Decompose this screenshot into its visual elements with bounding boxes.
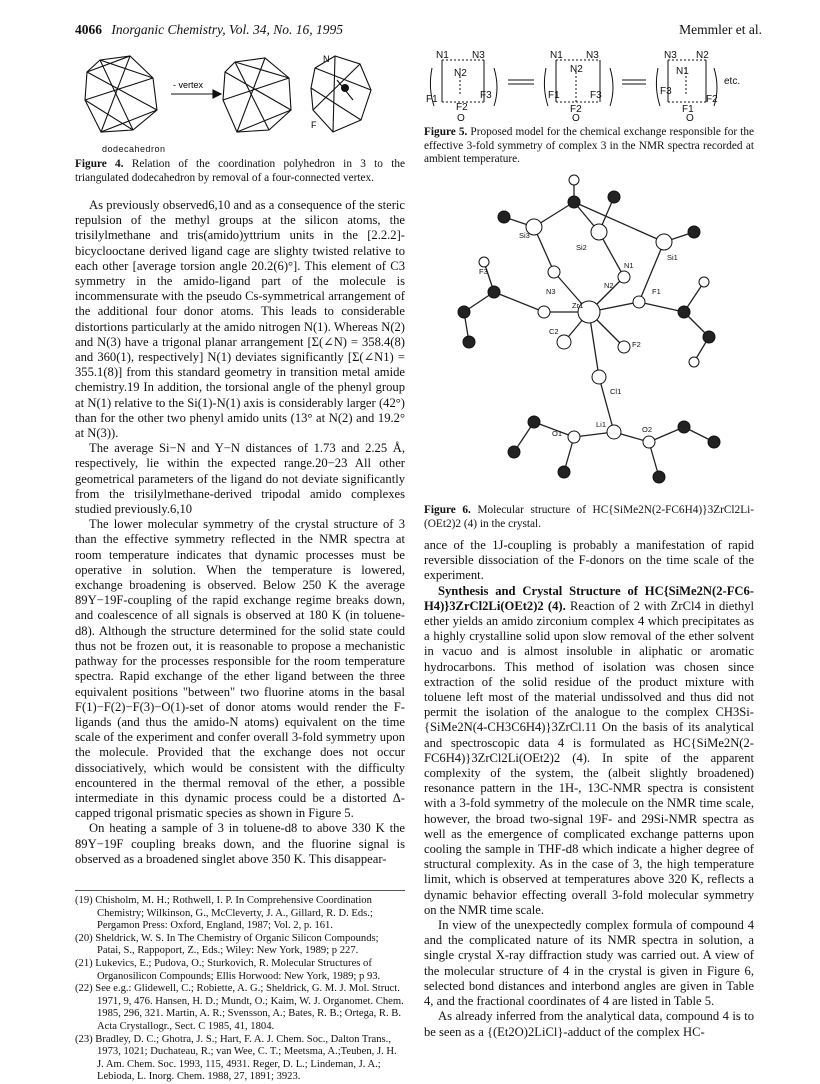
fig5b-label-f2: F2 [570,104,582,115]
atom-label-si2: Si2 [576,243,587,252]
figure-5-caption [424,126,754,167]
right-paragraph-2 [424,584,754,918]
fig5a-label-n2: N2 [454,68,467,79]
atom-label-f1: F1 [652,287,661,296]
dodecahedron-label: dodecahedron [102,144,166,154]
atom-label-f2: F2 [632,340,641,349]
figure-6-caption [424,504,754,531]
figure-5-caption-text: Proposed model for the chemical exchange responsible for the effective 3-fold symmetry of complex 3 in the NMR spectra recorded at ambient temperature. [424,126,755,166]
author-header: Memmler et al. [679,22,762,37]
journal-citation: Inorganic Chemistry, Vol. 34, No. 16, 1995 [111,22,343,37]
fig5c-label-n1: N1 [676,66,689,77]
figure-4-caption-text: Relation of the coordination polyhedron in 3 to the triangulated dodecahedron by removal of a four-connected vertex. [75,158,406,184]
figure-4-caption [75,158,405,185]
figure-5-drawing [424,46,754,122]
atom-label-li1: Li1 [596,420,607,429]
reference-21: (21) Lukevics, E.; Pudova, O.; Sturkovich, R. Molecular Structures of Organosilicon Compounds; Ellis Horwood: New York, 1989; p 93. [75,957,381,982]
figure-4-drawing [75,50,405,150]
figure-5-caption-label: Figure 5. [424,126,468,138]
fig5b-label-o: O [572,113,580,122]
atom-label-n3: N3 [546,287,556,296]
reference-20: (20) Sheldrick, W. S. In The Chemistry of Organic Silicon Compounds; Patai, S., Rappoport, Z., Eds.; Wiley: New York, 1989; p 227. [75,932,379,957]
fig5c-label-f1: F1 [682,104,694,115]
page-number: 4066 [75,22,102,37]
vertex-label: - vertex [173,80,204,90]
fig5c-label-o: O [686,113,694,122]
atom-label-f3: F3 [479,267,488,276]
atom-label-o1: O1 [552,429,563,438]
left-column [75,198,405,867]
fig5a-label-f2: F2 [456,102,468,113]
left-paragraph-2: The average Si−N and Y−N distances of 1.73 and 2.25 Å, respectively, lie within the expected range.20−23 All other geometrical parameters of the ligand do not deviate significantly from the trisilylmethane-derived tripodal amido complexes studied previously.6,10 [75,441,405,517]
running-header [75,22,762,42]
right-paragraph-1: ance of the 1J-coupling is probably a manifestation of rapid reversible dissociation of the F-donors on the time scale of the experiment. [424,538,754,583]
figure-5 [424,46,754,122]
fig5c-label-n3: N3 [664,50,677,61]
figure-4 [75,50,405,150]
right-column [424,538,754,1040]
fig5a-label-n1: N1 [436,50,449,61]
fig5a-label-f1: F1 [426,94,438,105]
figure-5-etc: etc. [724,76,741,87]
fig5b-label-n1: N1 [550,50,563,61]
fig5b-label-f1: F1 [548,90,560,101]
figure-4-caption-label: Figure 4. [75,158,124,170]
atom-label-n2: N2 [604,281,614,290]
figure-4-n-label: N [323,54,330,64]
figure-6 [424,172,754,492]
fig5c-label-n2: N2 [696,50,709,61]
left-paragraph-1: As previously observed6,10 and as a consequence of the steric repulsion of the methyl groups at the silicon atoms, the trisilylmethane and tris(amido)yttrium units in the [2.2.2]-bicyclooctane derived ligand cage are slighty twisted relative to each other [average torsion angle 20.2(6)°]. This element of C3 symmetry in the amido-ligand part of the molecule is incommensurate with the pseudo Cs-symmetrical arrangement of the additional four donor atoms. This leads to considerable distortions particularly at the amido nitrogen N(1). Whereas N(2) and N(3) have a trigonal planar arrangement [Σ(∠N) = 358.4(8) and 360(1), respectively] N(1) deviates significantly [Σ(∠N1) = 355.1(8)] from this standard geometry in transition metal amide chemistry.19 In addition, the torsional angle of the phenyl group at N(1) relative to the Si(1)-N(1) axis is considerably larger (42°) than for the other two phenyl amido units (13° at N(2) and 19.2° at N(3)). [75,198,405,441]
footnote-rule [75,890,405,891]
right-paragraph-3: In view of the unexpectedly complex formula of compound 4 and the complicated nature of its NMR spectra in solution, a single crystal X-ray diffraction study was carried out. A view of the molecular structure of 4 in the crystal is given in Figure 6, selected bond distances and interbond angles are given in Table 4, and the fractional coordinates of 4 are listed in Table 5. [424,918,754,1009]
fig5b-label-f3: F3 [590,90,602,101]
right-paragraph-4: As already inferred from the analytical data, compound 4 is to be seen as a {(Et2O)2LiCl}-adduct of the complex HC- [424,1009,754,1039]
reference-19: (19) Chisholm, M. H.; Rothwell, I. P. In Comprehensive Coordination Chemistry; Wilkinson, G., McCleverty, J. A., Gillard, R. D. Eds.; Pergamon Press: Oxford, England, 1987; Vol. 2, p. 161. [75,895,373,932]
figure-4-f-label: F [311,120,317,130]
fig5c-label-f3: F3 [660,86,672,97]
atom-label-zr1: Zr1 [572,301,584,310]
right-paragraph-2-text: Reaction of 2 with ZrCl4 in diethyl ether yields an amido zirconium complex 4 which precipitates as a highly crystalline solid upon slow removal of the ether solvent in vacuo and is almost insoluble in aliphatic or aromatic hydrocarbons. This method of isolation was chosen since extraction of the solid residue of the product mixture with toluene left most of the material undissolved and thus did not permit the isolation of the analogue to the complex CH3Si-{SiMe2N(4-CH3C6H4)}3ZrCl.11 On the basis of its analytical and spectroscopic data 4 is formulated as HC{SiMe2N(2-FC6H4)}3ZrCl2Li(OEt2)2 (4). In spite of the apparent complexity of the system, the (albeit slightly broadened) resonance pattern in the 1H-, 13C-NMR spectra is consistent with a 3-fold symmetry of the molecule on the NMR time scale, however, the broad two-signal 19F- and 29Si-NMR spectra as well as the emergence of complicated exchange patterns upon cooling the sample in THF-d8 which indicate a higher degree of structural complexity. As in the case of 3, the high temperature limit, which is observed at temperatures above 320 K, reflects a dynamic behavior effecting overall 3-fold molecular symmetry on the NMR time scale. [424,598,754,917]
figure-6-drawing [424,172,754,492]
references [75,884,405,1084]
fig5a-label-f3: F3 [480,90,492,101]
fig5a-label-o: O [457,113,465,122]
left-paragraph-3: The lower molecular symmetry of the crystal structure of 3 than the effective symmetry reflected in the NMR spectra at room temperature indicates that dynamic processes must be operative in solution. When the temperature is lowered, exchange broadening is observed. Below 250 K the average 89Y−19F-coupling of the rapid exchange regime breaks down, and coalescence of all signals is observed at 180 K (in toluene-d8). Although the structure determined for the solid state could thus not be frozen out, it is reasonable to propose a mechanistic pathway for the processes responsible for the room temperature spectra. Rapid exchange of the ether ligand between the three equivalent positions "between" two fluorine atoms in the basal F(1)−F(2)−F(3)−O(1)-set of donor atoms would render the F-ligands (and thus the amido-N atoms) equivalent on the time scale of the experiment and confer overall 3-fold symmetry upon the molecule. Provided that the exchange does not occur dissociatively, which would be consistent with the difficulty encountered in the thermal removal of the ether, a possible intermediate in this dynamic process could be a distorted Δ-capped trigonal prismatic species as shown in Figure 5. [75,517,405,821]
reference-23: (23) Bradley, D. C.; Ghotra, J. S.; Hart, F. A. J. Chem. Soc., Dalton Trans., 1973, 1021; Duchateau, R.; van Wee, C. T.; Meetsma, A.;Teuben, J. H. J. Am. Chem. Soc. 1993, 115, 4931. Reger, D. L.; Lindeman, J. A.; Lebioda, L. Inorg. Chem. 1988, 27, 1891; 3923. [75,1033,397,1083]
atom-label-si1: Si1 [667,253,678,262]
atom-label-c2: C2 [549,327,559,336]
section-heading: Synthesis and Crystal Structure of HC{SiMe2N(2-FC6-H4)}3ZrCl2Li(OEt2)2 (4). [424,583,754,613]
fig5a-label-n3: N3 [472,50,485,61]
fig5b-label-n2: N2 [570,64,583,75]
atom-label-n1: N1 [624,261,634,270]
atom-label-cl1: Cl1 [610,387,622,396]
figure-6-caption-text: Molecular structure of HC{SiMe2N(2-FC6H4)}3ZrCl2Li-(OEt2)2 (4) in the crystal. [424,504,755,530]
figure-6-caption-label: Figure 6. [424,504,471,516]
reference-22: (22) See e.g.: Glidewell, C.; Robiette, A. G.; Sheldrick, G. M. J. Mol. Struct. 1971, 9, 476. Hansen, H. D.; Mundt, O.; Kaim, W. J. Organomet. Chem. 1985, 296, 321. Martin, A. R.; Svensson, A.; Bates, R. B.; Ortega, R. B. Acta Crystallogr., Sect. C 1985, 41, 1804. [75,983,404,1032]
fig5c-label-f2: F2 [706,94,718,105]
fig5b-label-n3: N3 [586,50,599,61]
left-paragraph-4: On heating a sample of 3 in toluene-d8 to above 330 K the 89Y−19F coupling breaks down, and the fluorine signal is observed as a broadened singlet above 350 K. This disappear- [75,821,405,866]
atom-label-o2: O2 [642,425,653,434]
atom-label-si3: Si3 [519,231,530,240]
